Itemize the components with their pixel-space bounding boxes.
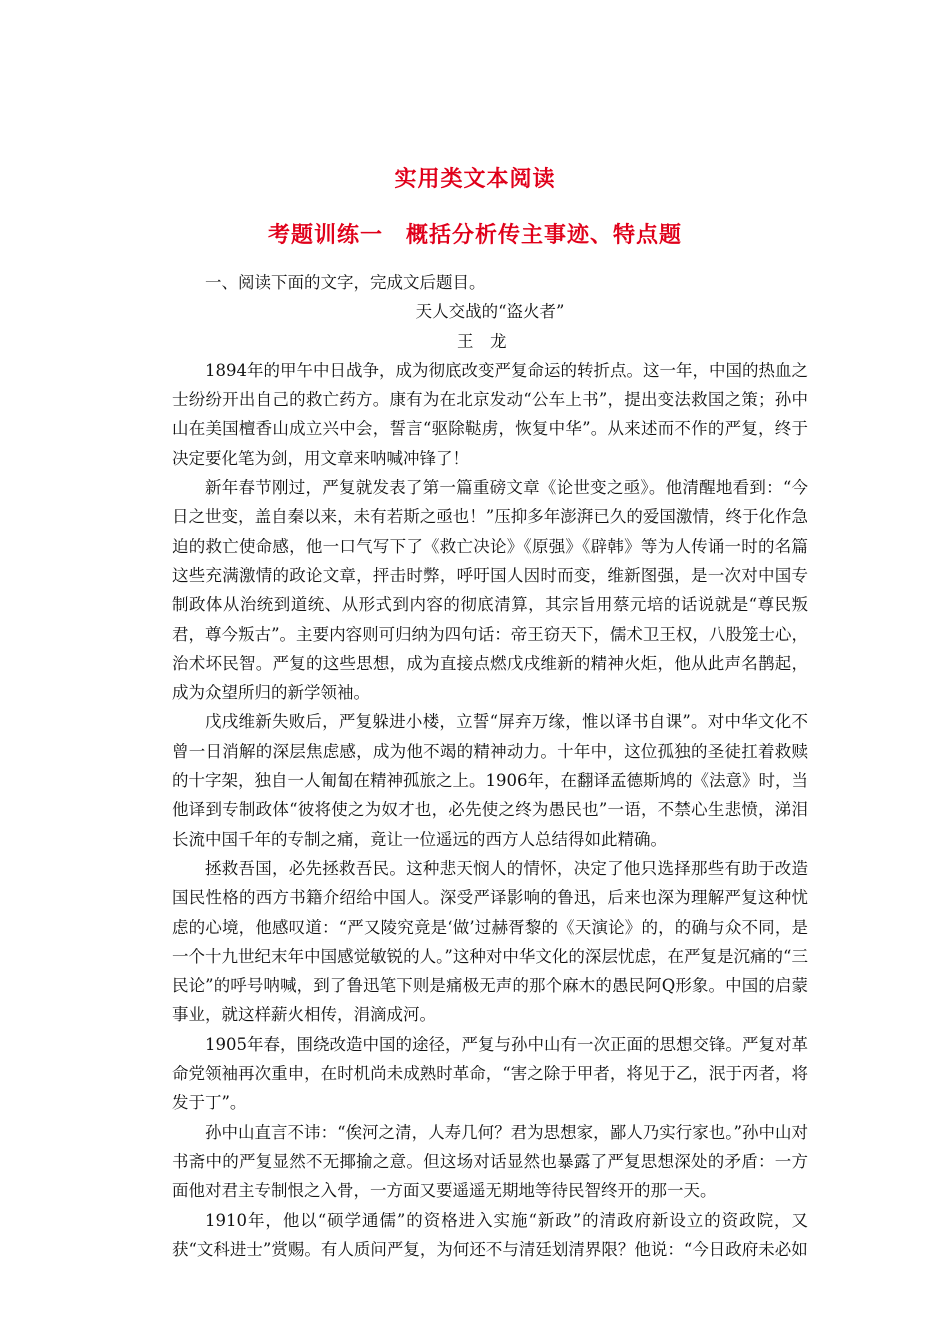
instruction-text: 一、阅读下面的文字，完成文后题目。 <box>205 273 486 292</box>
paragraph: 拯救吾国，必先拯救吾民。这种悲天悯人的情怀，决定了他只选择那些有助于改造国民性格的西方书籍介绍给中国人。深受严译影响的鲁迅，后来也深为理解严复这种忧虑的心境，他感叹道：“严又陵究竟是‘做’过赫胥黎的《天演论》的，的确与众不同，是一个十九世纪末年中国感觉敏锐的人。”这种对中华文化的深层忧虑，在严复是沉痛的“三民论”的呼号呐喊，到了鲁迅笔下则是痛极无声的那个麻木的愚民阿Q形象。中国的启蒙事业，就这样薪火相传，涓滴成河。 <box>172 858 808 1025</box>
main-title: 实用类文本阅读 <box>394 167 556 192</box>
article-title: 天人交战的“盗火者” <box>415 302 565 322</box>
article-body <box>172 268 808 1264</box>
paragraph: 1910年，他以“硕学通儒”的资格进入实施“新政”的清政府新设立的资政院，又获“文科进士”赏赐。有人质问严复，为何还不与清廷划清界限？他说：“今日政府未必如 <box>172 1210 808 1259</box>
paragraph: 孙中山直言不讳：“俟河之清，人寿几何？君为思想家，鄙人乃实行家也。”孙中山对书斋中的严复显然不无揶揄之意。但这场对话显然也暴露了严复思想深处的矛盾：一方面他对君主专制恨之入骨，一方面又要遥遥无期地等待民智终开的那一天。 <box>172 1122 808 1201</box>
article-author: 王龙 <box>457 331 523 351</box>
paragraph: 1905年春，围绕改造中国的途径，严复与孙中山有一次正面的思想交锋。严复对革命党领袖再次重申，在时机尚未成熟时革命，“害之除于甲者，将见于乙，泯于丙者，将发于丁”。 <box>172 1034 808 1113</box>
paragraph: 1894年的甲午中日战争，成为彻底改变严复命运的转折点。这一年，中国的热血之士纷纷开出自己的救亡药方。康有为在北京发动“公车上书”，提出变法救国之策；孙中山在美国檀香山成立兴中会，誓言“驱除鞑虏，恢复中华”。从来述而不作的严复，终于决定要化笔为剑，用文章来呐喊冲锋了！ <box>172 360 808 468</box>
sub-title: 考题训练一 概括分析传主事迹、特点题 <box>267 223 682 248</box>
paragraph: 新年春节刚过，严复就发表了第一篇重磅文章《论世变之亟》。他清醒地看到：“今日之世变，盖自秦以来，未有若斯之亟也！”压抑多年澎湃已久的爱国激情，终于化作急迫的救亡使命感，他一口气写下了《救亡决论》《原强》《辟韩》等为人传诵一时的名篇这些充满激情的政论文章，抨击时弊，呼吁国人因时而变，维新图强，是一次对中国专制政体从治统到道统、从形式到内容的彻底清算，其宗旨用蔡元培的话说就是“尊民叛君，尊今叛古”。主要内容则可归纳为四句话：帝王窃天下，儒术卫王权，八股笼士心，治术坏民智。严复的这些思想，成为直接点燃戊戌维新的精神火炬，他从此声名鹊起，成为众望所归的新学领袖。 <box>172 478 808 703</box>
paragraph: 戊戌维新失败后，严复躲进小楼，立誓“屏弃万缘，惟以译书自课”。对中华文化不曾一日消解的深层焦虑感，成为他不竭的精神动力。十年中，这位孤独的圣徒扛着救赎的十字架，独自一人匍匐在精神孤旅之上。1906年，在翻译孟德斯鸠的《法意》时，当他译到专制政体“彼将使之为奴才也，必先使之终为愚民也”一语，不禁心生悲愤，涕泪长流中国千年的专制之痛，竟让一位遥远的西方人总结得如此精确。 <box>172 712 808 849</box>
